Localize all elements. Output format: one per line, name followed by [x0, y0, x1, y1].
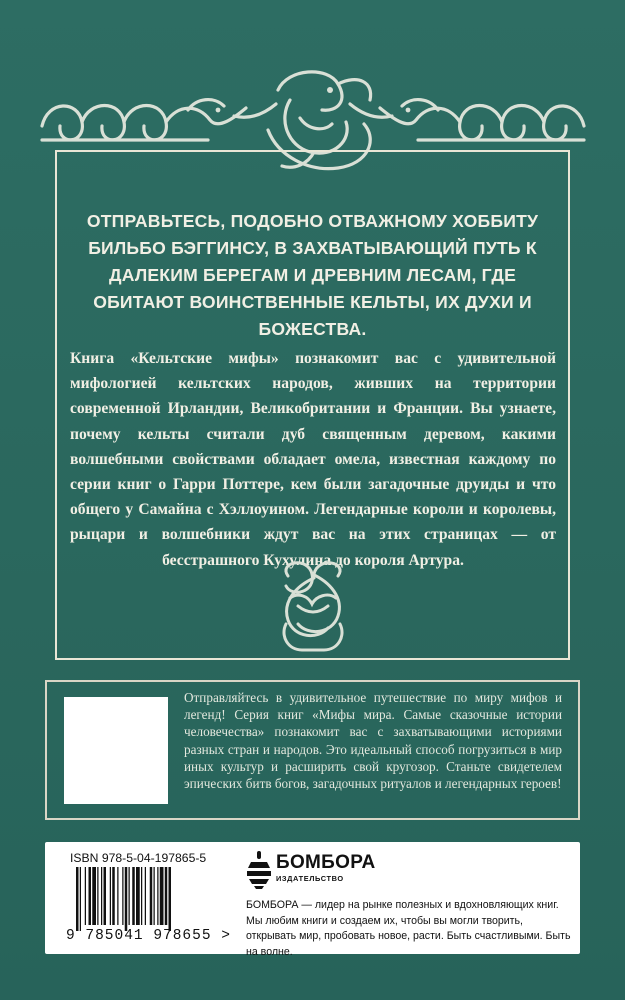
- publisher-subtitle: ИЗДАТЕЛЬСТВО: [276, 874, 344, 883]
- price-sticker-blank: [64, 697, 168, 804]
- barcode-digits: 9 785041 978655 >: [66, 928, 231, 944]
- series-paragraph: Отправляйтесь в удивительное путешествие по миру мифов и легенд! Серия книг «Мифы мира. Самые сказочные истории человечества» познакомит вас с захватывающими историями разных стран и народов. Это идеальный способ погрузиться в мир иных культур и расширить свой кругозор. Станьте свидетелем эпических битв богов, загадочных ритуалов и легендарных героев!: [184, 690, 562, 792]
- description-paragraph: Книга «Кельтские мифы» познакомит вас с удивительной мифологией кельтских народов, живших на территории современной Ирландии, Великобритании и Франции. Вы узнаете, почему кельты считали дуб священным деревом, какими волшебными свойствами обладает омела, известная каждому по серии книг о Гарри Поттере, кем были загадочные друиды и что общего у Самайна с Хэллоуином. Легендарные короли и королевы, рыцари и волшебники ждут вас на этих страницах — от бесстрашного Кухулина до короля Артура.: [70, 350, 556, 569]
- publisher-slogan: БОМБОРА — лидер на рынке полезных и вдохновляющих книг. Мы любим книги и создаем их, чтобы вы могли творить, открывать мир, пробовать новое, расти. Быть счастливыми. Быть на волне.: [246, 899, 571, 958]
- bombora-logo-icon: [246, 850, 272, 890]
- celtic-knot-emblem: [268, 558, 358, 654]
- lead-paragraph: ОТПРАВЬТЕСЬ, ПОДОБНО ОТВАЖНОМУ ХОББИТУ БИЛЬБО БЭГГИНСУ, В ЗАХВАТЫВАЮЩИЙ ПУТЬ К ДАЛЕКИМ БЕРЕГАМ И ДРЕВНИМ ЛЕСАМ, ГДЕ ОБИТАЮТ ВОИНСТВЕННЫЕ КЕЛЬТЫ, ИХ ДУХИ И БОЖЕСТВА.: [86, 211, 539, 339]
- isbn-label: ISBN 978-5-04-197865-5: [70, 851, 207, 865]
- barcode-image: [76, 867, 194, 931]
- publisher-name: БОМБОРА: [276, 852, 376, 873]
